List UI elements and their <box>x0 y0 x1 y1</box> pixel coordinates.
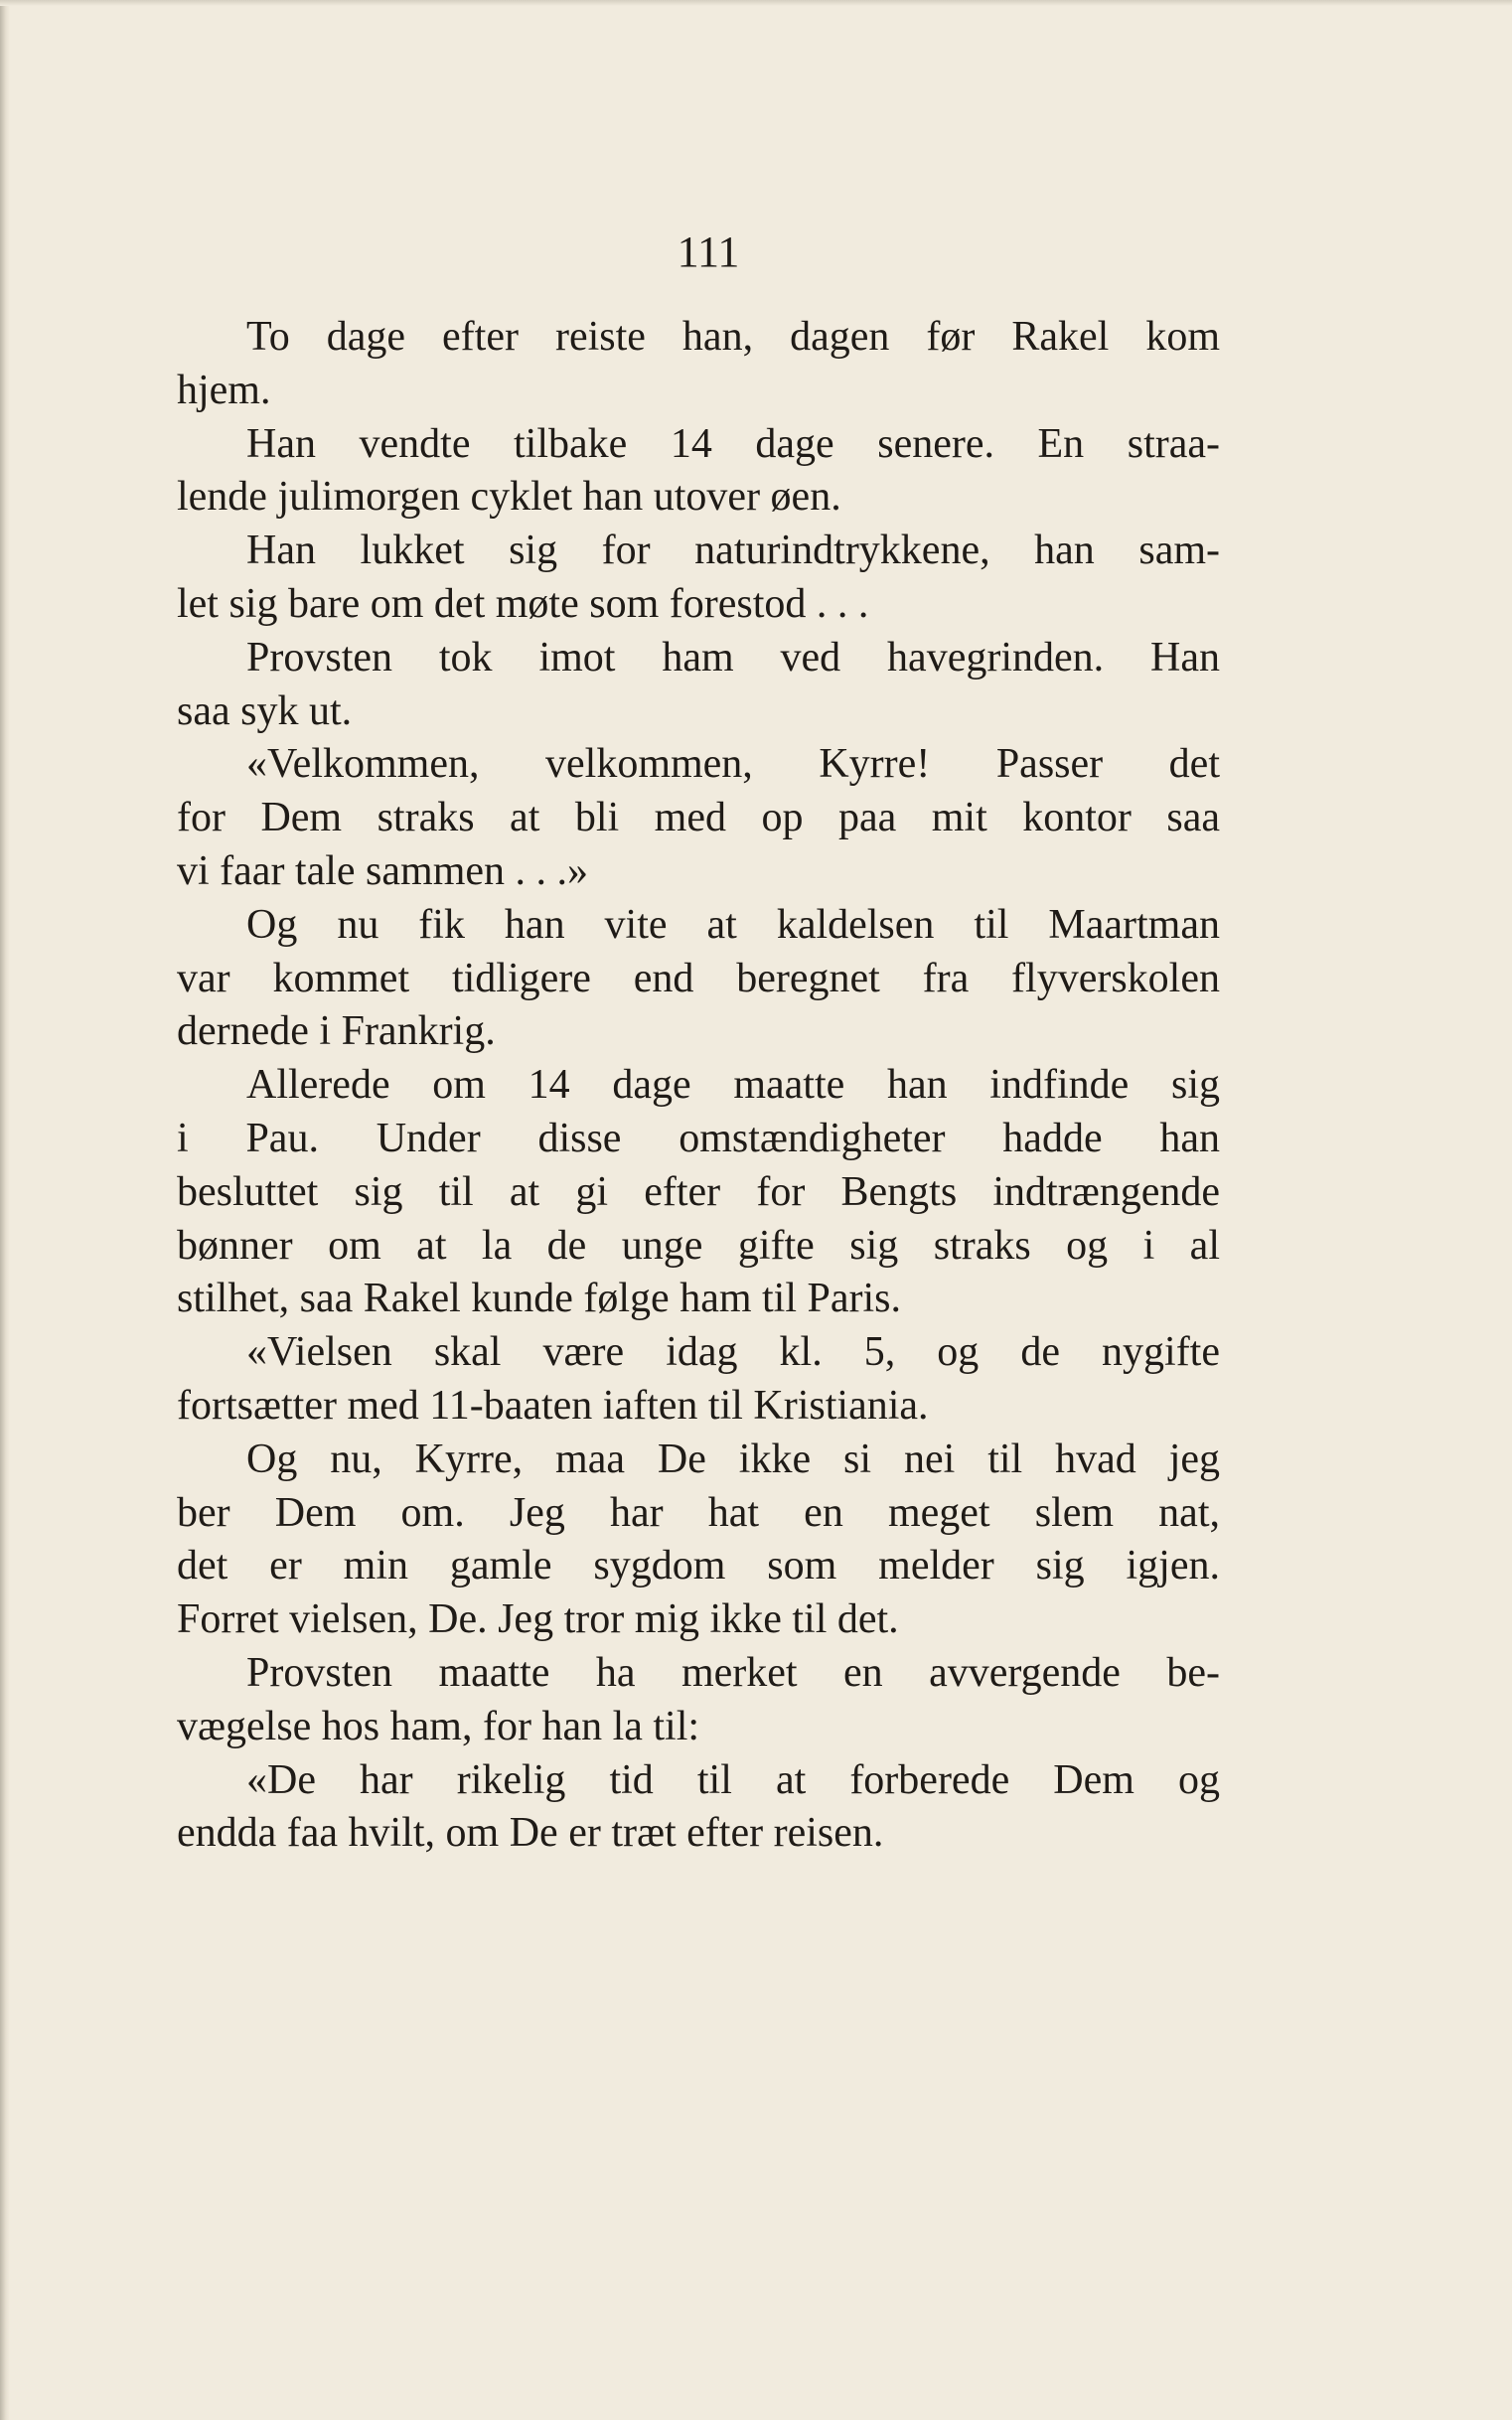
text-line: Og nu fik han vite at kaldelsen til Maartman <box>246 901 1220 948</box>
text-line: vi faar tale sammen . . .» <box>177 847 589 894</box>
text-line: «Velkommen, velkommen, Kyrre! Passer det <box>246 741 1220 788</box>
text-line: «Vielsen skal være idag kl. 5, og de nygifte <box>246 1329 1220 1376</box>
text-line: «De har rikelig tid til at forberede Dem og <box>246 1756 1220 1803</box>
text-line: Forret vielsen, De. Jeg tror mig ikke til det. <box>177 1596 899 1643</box>
text-line: fortsætter med 11-baaten iaften til Kristiania. <box>177 1382 929 1429</box>
text-line: besluttet sig til at gi efter for Bengts indtrængende <box>177 1168 1220 1215</box>
text-line: Og nu, Kyrre, maa De ikke si nei til hvad jeg <box>246 1436 1220 1482</box>
text-line: lende julimorgen cyklet han utover øen. <box>177 474 841 521</box>
text-line: stilhet, saa Rakel kunde følge ham til Paris. <box>177 1276 902 1322</box>
text-line: i Pau. Under disse omstændigheter hadde han <box>177 1115 1220 1161</box>
text-line: det er min gamle sygdom som melder sig igjen. <box>177 1543 1220 1589</box>
body-text <box>177 311 1220 1861</box>
page-top-edge <box>0 0 1512 6</box>
text-line: Provsten tok imot ham ved havegrinden. Han <box>246 634 1220 681</box>
text-line: Provsten maatte ha merket en avvergende be- <box>246 1649 1220 1696</box>
text-line: Han lukket sig for naturindtrykkene, han sam- <box>246 528 1220 574</box>
text-line: for Dem straks at bli med op paa mit kontor saa <box>177 795 1220 841</box>
text-line: Han vendte tilbake 14 dage senere. En straa- <box>246 420 1220 467</box>
text-line: var kommet tidligere end beregnet fra flyverskolen <box>177 955 1220 1001</box>
text-line: To dage efter reiste han, dagen før Rakel kom <box>246 314 1220 360</box>
text-line: endda faa hvilt, om De er træt efter reisen. <box>177 1810 884 1857</box>
text-line: bønner om at la de unge gifte sig straks og i al <box>177 1222 1220 1269</box>
page-number: 111 <box>677 227 740 276</box>
text-line: Allerede om 14 dage maatte han indfinde sig <box>246 1062 1220 1109</box>
page-binding-edge <box>0 0 10 2420</box>
text-line: ber Dem om. Jeg har hat en meget slem nat, <box>177 1489 1220 1536</box>
text-line: let sig bare om det møte som forestod . . . <box>177 580 869 627</box>
text-line: dernede i Frankrig. <box>177 1008 496 1055</box>
text-line: saa syk ut. <box>177 687 353 734</box>
text-line: hjem. <box>177 367 271 413</box>
text-line: vægelse hos ham, for han la til: <box>177 1703 700 1749</box>
